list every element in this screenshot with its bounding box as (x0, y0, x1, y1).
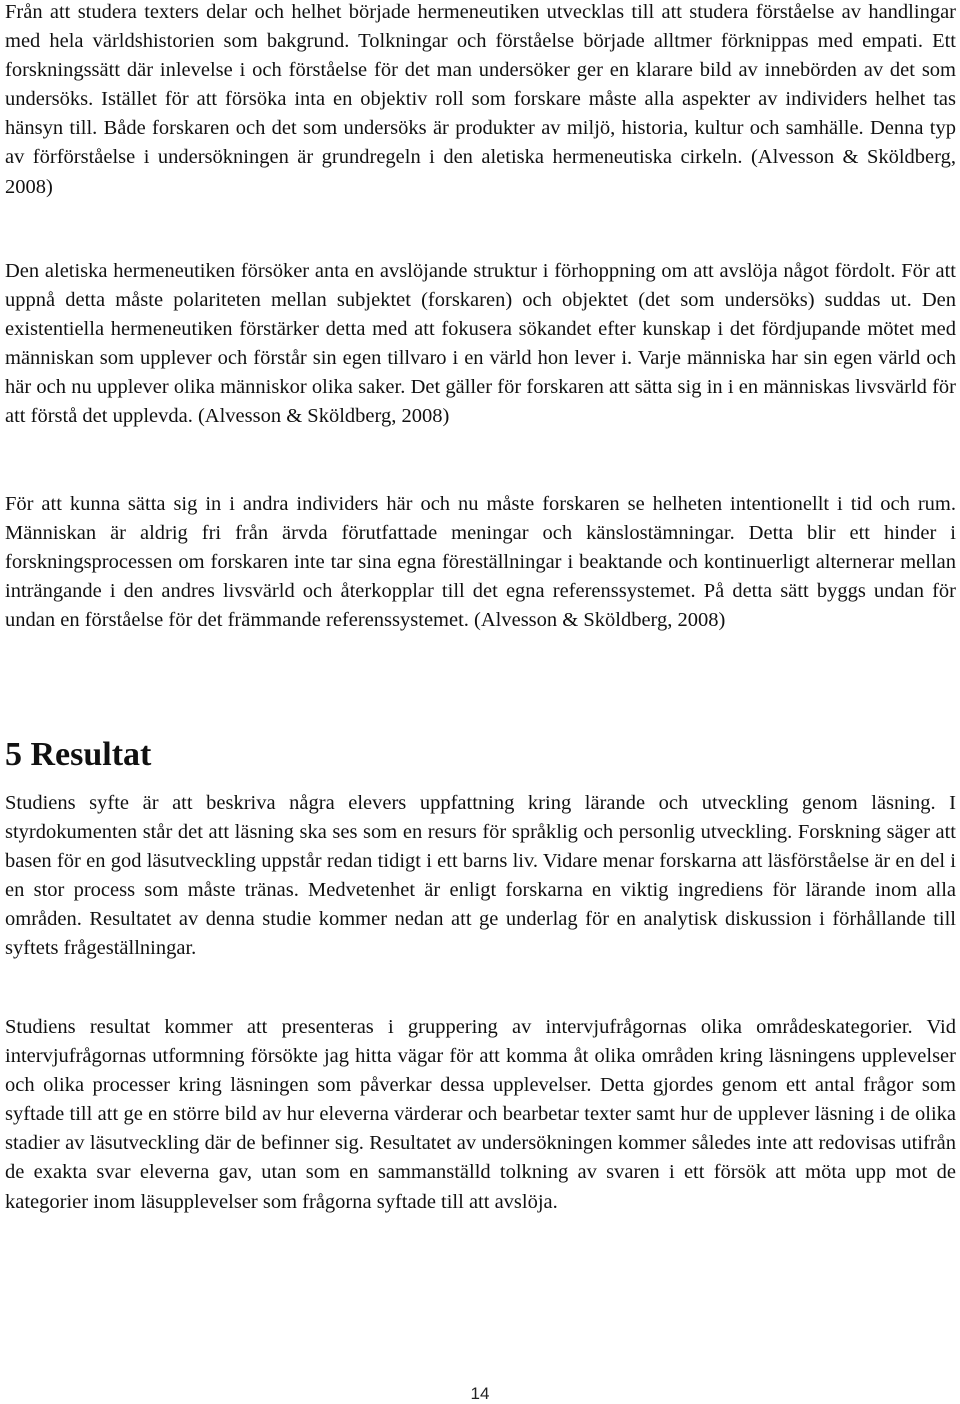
paragraph-researcher-perspective: För att kunna sätta sig in i andra individers här och nu måste forskaren se helheten intentionellt i tid och rum. Människan är aldrig fri från ärvda förutfattade meningar och känslostämningar. Detta blir ett hinder i forskningsprocessen om forskaren inte tar sina egna föreställningar i beaktande och kontinuerligt alternerar mellan inträngande i den andres livsvärld och återkopplar till det egna referenssystemet. På detta sätt byggs undan för undan en förståelse för det främmande referenssystemet. (Alvesson & Sköldberg, 2008) (5, 493, 956, 632)
paragraph-study-purpose: Studiens syfte är att beskriva några elevers uppfattning kring lärande och utveckling genom läsning. I styrdokumenten står det att läsning ska ses som en resurs för språklig och personlig utveckling. Forskning säger att basen för en god läsutveckling uppstår redan tidigt i ett barns liv. Vidare menar forskarna att läsförståelse är en del i en stor process som måste tränas. Medvetenhet är enligt forskarna en viktig ingrediens för lärande inom alla områden. Resultatet av denna studie kommer nedan att ge underlag för en analytisk diskussion i förhållande till syftets frågeställningar. (5, 792, 956, 960)
paragraph-hermeneutics-history: Från att studera texters delar och helhet började hermeneutiken utvecklas till att studera förståelse av handlingar med hela världshistorien som bakgrund. Tolkningar och förståelse började alltmer förknippas med empati. Ett forskningssätt där inlevelse i och förståelse för det man undersöker ger en klarare bild av innebörden av det som undersöks. Istället för att försöka inta en objektiv roll som forskare måste alla aspekter av individers helhet tas hänsyn till. Både forskaren och det som undersöks är produkter av miljö, historia, kultur och samhälle. Denna typ av förförståelse i undersökningen är grundregeln i den aletiska hermeneutiska cirkeln. (Alvesson & Sköldberg, 2008) (5, 1, 956, 198)
paragraph-aletic-hermeneutics: Den aletiska hermeneutiken försöker anta en avslöjande struktur i förhoppning om att avslöja något fördolt. För att uppnå detta måste polariteten mellan subjektet (forskaren) och objektet (det som undersöks) suddas ut. Den existentiella hermeneutiken förstärker detta med att fokusera sökandet efter kunskap i det fördjupande mötet med människan som upplever och förstår sin egen tillvaro i en värld hon lever i. Varje människa har sin egen värld och här och nu upplever olika människor olika saker. Det gäller för forskaren att sätta sig in i en människas livsvärld för att förstå det upplevda. (Alvesson & Sköldberg, 2008) (5, 260, 956, 428)
page-number: 14 (470, 1384, 490, 1403)
paragraph-result-presentation: Studiens resultat kommer att presenteras i gruppering av intervjufrågornas olika områdeskategorier. Vid intervjufrågornas utformning försökte jag hitta vägar för att komma åt olika områden kring läsningens upplevelser och olika processer kring läsningen som påverkar dessa upplevelser. Detta gjordes genom ett antal frågor som syftade till att ge en större bild av hur eleverna värderar och bearbetar texter samt hur de upplever läsning i de olika stadier av läsutveckling där de befinner sig. Resultatet av undersökningen kommer således inte att redovisas utifrån de exakta svar eleverna gav, utan som en sammanställd tolkning av svaren i ett försök att möta upp mot de kategorier inom läsupplevelser som frågorna syftade till att avslöja. (5, 1016, 956, 1213)
section-heading-resultat: 5 Resultat (5, 736, 152, 773)
